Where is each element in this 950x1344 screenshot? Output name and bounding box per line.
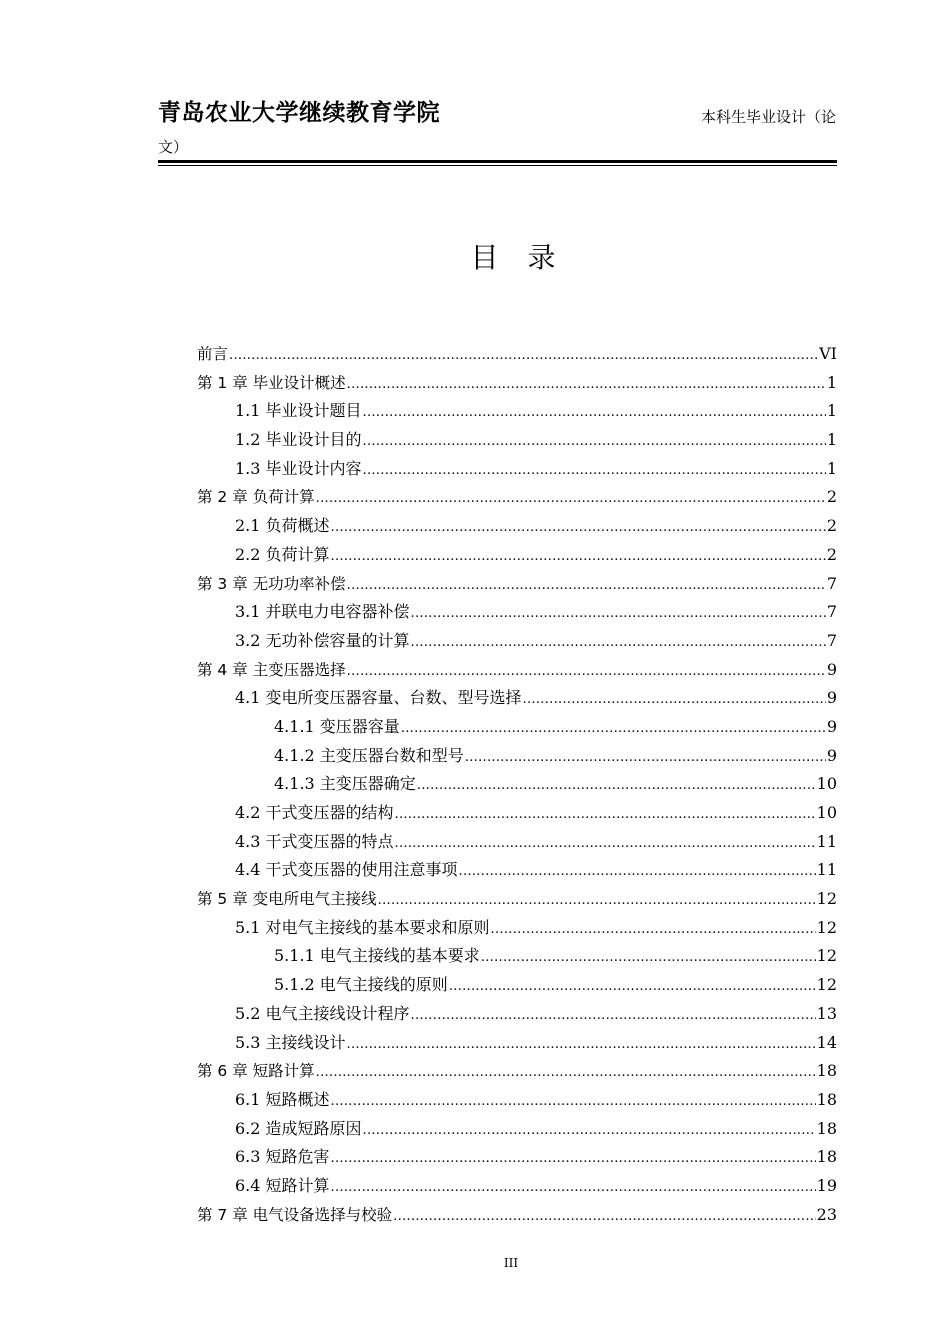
toc-dot-leader [331,543,826,572]
toc-entry-label: 1.1 毕业设计题目 [235,401,362,421]
toc-dot-leader [523,686,826,715]
toc-dot-leader [465,744,826,773]
toc-dot-leader [316,1059,816,1088]
toc-entry-page: 12 [816,889,837,909]
toc-entry[interactable] [197,1172,837,1201]
toc-entry-page: 1 [826,458,837,478]
toc-entry-page: 11 [816,860,837,880]
toc-dot-leader [395,830,816,859]
toc-entry[interactable] [197,1029,837,1058]
toc-entry[interactable] [197,369,837,398]
toc-entry-label: 前言 [197,345,229,363]
toc-entry-label: 第 1 章 毕业设计概述 [197,373,346,392]
toc-entry-page: 13 [816,1003,837,1023]
toc-entry-label: 第 5 章 变电所电气主接线 [197,890,377,909]
toc-entry-page: 9 [826,659,837,679]
toc-entry-label: 6.2 造成短路原因 [235,1118,362,1138]
toc-entry-page: 1 [826,401,837,421]
toc-dot-leader [417,772,816,801]
toc-entry[interactable] [197,598,837,627]
toc-entry-label: 6.1 短路概述 [235,1089,330,1109]
toc-dot-leader [331,1174,816,1203]
toc-entry[interactable] [197,684,837,713]
document-type-continued: 文） [158,138,189,156]
toc-dot-leader [411,1002,816,1031]
toc-entry-label: 5.1.1 电气主接线的基本要求 [274,946,480,966]
toc-dot-leader [347,572,826,601]
toc-dot-leader [229,342,818,371]
toc-entry-label: 6.3 短路危害 [235,1147,330,1167]
toc-entry[interactable] [197,742,837,771]
toc-entry-label: 4.3 干式变压器的特点 [235,831,394,851]
toc-dot-leader [411,629,826,658]
toc-entry[interactable] [197,885,837,914]
toc-entry-page: 12 [816,917,837,937]
toc-entry-label: 5.1 对电气主接线的基本要求和原则 [235,917,490,937]
toc-entry-page: 12 [816,975,837,995]
toc-entry[interactable] [197,1201,837,1230]
toc-dot-leader [411,600,826,629]
toc-dot-leader [331,514,826,543]
toc-entry[interactable] [197,340,837,369]
toc-entry[interactable] [197,828,837,857]
toc-entry-label: 4.4 干式变压器的使用注意事项 [235,860,458,880]
toc-dot-leader [401,715,826,744]
toc-entry-page: 9 [826,688,837,708]
toc-entry[interactable] [197,713,837,742]
toc-dot-leader [393,1203,815,1232]
toc-entry-label: 2.1 负荷概述 [235,516,330,536]
toc-entry-label: 第 3 章 无功功率补偿 [197,574,346,593]
toc-entry[interactable] [197,770,837,799]
toc-entry-page: 2 [826,516,837,536]
toc-dot-leader [363,399,826,428]
toc-entry[interactable] [197,856,837,885]
toc-entry-page: 9 [826,745,837,765]
footer-page-number: III [503,1256,519,1270]
toc-entry-label: 4.1.3 主变压器确定 [274,774,416,794]
toc-entry-label: 2.2 负荷计算 [235,544,330,564]
toc-entry[interactable] [197,1115,837,1144]
header-rule-thick [158,160,837,163]
toc-entry-page: 18 [816,1089,837,1109]
toc-entry-page: 18 [816,1118,837,1138]
toc-entry[interactable] [197,512,837,541]
toc-entry[interactable] [197,1143,837,1172]
toc-entry-page: 1 [826,430,837,450]
toc-entry[interactable] [197,570,837,599]
school-name: 青岛农业大学继续教育学院 [158,100,440,126]
toc-entry-page: VI [819,344,837,363]
toc-dot-leader [347,1031,816,1060]
toc-entry-label: 5.3 主接线设计 [235,1032,346,1052]
toc-dot-leader [491,916,816,945]
toc-entry[interactable] [197,914,837,943]
toc-entry[interactable] [197,942,837,971]
toc-entry-label: 1.2 毕业设计目的 [235,430,362,450]
toc-entry[interactable] [197,656,837,685]
toc-entry-label: 4.1 变电所变压器容量、台数、型号选择 [235,688,522,708]
toc-entry-page: 12 [816,946,837,966]
toc-entry-page: 14 [816,1032,837,1052]
toc-entry-label: 第 7 章 电气设备选择与校验 [197,1205,393,1224]
toc-entry-page: 23 [816,1204,837,1224]
toc-entry-label: 5.1.2 电气主接线的原则 [274,975,448,995]
toc-dot-leader [459,858,816,887]
toc-entry-page: 19 [816,1175,837,1195]
toc-dot-leader [316,485,826,514]
toc-entry-page: 18 [816,1061,837,1081]
toc-entry-page: 2 [826,487,837,507]
toc-entry-label: 4.1.2 主变压器台数和型号 [274,745,464,765]
toc-entry[interactable] [197,483,837,512]
toc-dot-leader [481,944,816,973]
toc-entry[interactable] [197,971,837,1000]
toc-entry-page: 10 [816,803,837,822]
toc-entry-label: 5.2 电气主接线设计程序 [235,1003,410,1023]
toc-entry-label: 第 4 章 主变压器选择 [197,660,346,679]
toc-entry-label: 4.1.1 变压器容量 [274,716,400,736]
toc-entry-page: 18 [816,1147,837,1167]
toc-dot-leader [331,1088,816,1117]
toc-entry-label: 3.2 无功补偿容量的计算 [235,630,410,650]
toc-entry-page: 10 [816,774,837,794]
document-type: 本科生毕业设计（论 [700,108,836,126]
toc-entry-label: 第 6 章 短路计算 [197,1062,315,1081]
toc-entry[interactable] [197,455,837,484]
toc-dot-leader [347,371,826,400]
toc-title: 目 录 [470,241,566,274]
toc-dot-leader [363,1117,816,1146]
toc-entry-label: 1.3 毕业设计内容 [235,458,362,478]
toc-entry[interactable] [197,1000,837,1029]
toc-entry[interactable] [197,1057,837,1086]
toc-entry-page: 1 [826,372,837,392]
toc-dot-leader [378,887,816,916]
toc-dot-leader [363,428,826,457]
toc-entry-page: 7 [826,573,837,593]
header-rule-thin [158,165,837,166]
toc-entry-page: 7 [826,602,837,622]
toc-entry[interactable] [197,627,837,656]
toc-entry[interactable] [197,1086,837,1115]
toc-dot-leader [363,457,826,486]
toc-entry-page: 11 [816,831,837,851]
table-of-contents [197,340,837,1229]
toc-entry[interactable] [197,426,837,455]
toc-dot-leader [347,658,826,687]
toc-entry-page: 7 [826,630,837,650]
toc-entry-label: 6.4 短路计算 [235,1175,330,1195]
toc-dot-leader [331,1145,816,1174]
toc-dot-leader [395,801,816,830]
toc-dot-leader [449,973,816,1002]
toc-entry[interactable] [197,397,837,426]
toc-entry-page: 2 [826,544,837,564]
toc-entry-page: 9 [826,716,837,736]
toc-entry-label: 4.2 干式变压器的结构 [235,803,394,822]
toc-entry-label: 第 2 章 负荷计算 [197,488,315,507]
toc-entry-label: 3.1 并联电力电容器补偿 [235,602,410,622]
toc-entry[interactable] [197,799,837,828]
toc-entry[interactable] [197,541,837,570]
